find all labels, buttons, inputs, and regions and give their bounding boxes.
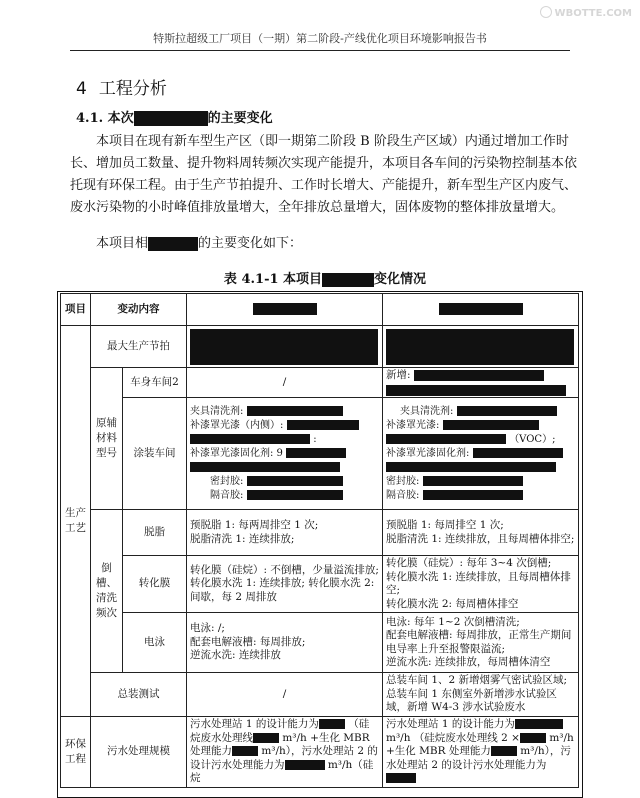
electrophoresis-after-1: 配套电解液槽: 每周排放，正常生产期间电导率上升至报警限溢流; bbox=[386, 629, 572, 655]
paint-after-0: 夹具清洗剂: bbox=[400, 405, 454, 417]
body-before: / bbox=[187, 368, 383, 398]
redaction-block bbox=[253, 303, 317, 315]
header-item: 项目 bbox=[61, 294, 91, 326]
redaction-block bbox=[190, 329, 378, 365]
redaction-block bbox=[386, 385, 566, 396]
table-caption bbox=[70, 268, 580, 287]
header-divider bbox=[70, 50, 570, 51]
subsection-heading bbox=[76, 107, 273, 126]
redaction-block bbox=[386, 773, 416, 783]
final-assembly-after-1: 总装车间 1 东侧室外新增涉水试验区域，新增 W4-3 涉水试验废水 bbox=[386, 687, 557, 714]
line bbox=[190, 447, 379, 461]
electrophoresis-before-2: 逆流水洗: 连续排放 bbox=[190, 649, 281, 662]
wastewater-after-4: m³/h），污水处理站 2 的设计污水处理能力为 bbox=[386, 745, 571, 771]
line bbox=[190, 475, 379, 489]
electrophoresis-before-1: 配套电解液槽: 每周排放; bbox=[190, 635, 306, 648]
wastewater-before bbox=[187, 717, 383, 788]
redaction-block bbox=[414, 370, 544, 381]
redaction-block bbox=[520, 733, 546, 743]
header-after bbox=[383, 294, 579, 326]
cell-redacted bbox=[383, 326, 579, 368]
row-paint-shop: 涂装车间 bbox=[123, 398, 187, 510]
electrophoresis-after-2: 逆流水洗: 连续排放，每周槽体清空 bbox=[386, 656, 551, 668]
redaction-block bbox=[423, 490, 523, 500]
final-assembly-before: / bbox=[187, 673, 383, 717]
header-content: 变动内容 bbox=[91, 294, 187, 326]
redaction-block bbox=[247, 406, 343, 416]
redaction-block bbox=[190, 434, 310, 444]
line bbox=[386, 419, 575, 433]
degreasing-before-0: 预脱脂 1: 每两周排空 1 次; bbox=[190, 519, 319, 531]
line bbox=[386, 489, 575, 503]
watermark-logo-icon bbox=[540, 6, 552, 18]
redaction-block bbox=[287, 420, 359, 430]
paint-after-3: 补漆罩光漆固化剂: bbox=[386, 447, 470, 459]
electrophoresis-before-0: 电泳: /; bbox=[190, 622, 225, 635]
redaction-block bbox=[286, 448, 346, 458]
paint-after-5: 密封胶: bbox=[386, 475, 420, 487]
line bbox=[386, 433, 575, 447]
paint-after-1: 补漆罩光漆: bbox=[386, 419, 440, 431]
wastewater-before-2: m³/h +生化 MBR 处理能力 bbox=[190, 731, 370, 757]
paint-before-3: 补漆罩光漆固化剂: 9 bbox=[190, 447, 283, 459]
conversion-before bbox=[187, 556, 383, 613]
line bbox=[190, 489, 379, 503]
redaction-block bbox=[443, 420, 539, 430]
redaction-block bbox=[134, 111, 208, 126]
line bbox=[190, 419, 379, 433]
electrophoresis-after-0: 电泳: 每年 1~2 次倒槽清洗; bbox=[386, 615, 520, 628]
redaction-block bbox=[285, 760, 325, 770]
section-number: 4 bbox=[76, 79, 87, 99]
paint-before-1: 补漆罩光漆（内侧）: bbox=[190, 419, 284, 431]
section-heading bbox=[76, 74, 167, 99]
redaction-block bbox=[423, 476, 523, 486]
redaction-block bbox=[491, 746, 517, 756]
redaction-block bbox=[253, 733, 279, 743]
para2-suffix: 的主要变化如下： bbox=[198, 236, 303, 251]
degreasing-after-1: 脱脂清洗 1: 连续排放，且每周槽体排空; bbox=[386, 532, 575, 545]
paint-before-0: 夹具清洗剂: bbox=[190, 405, 244, 417]
section-title: 工程分析 bbox=[98, 79, 167, 99]
degreasing-after bbox=[383, 510, 579, 556]
row-conversion-film: 转化膜 bbox=[123, 556, 187, 613]
paint-after bbox=[383, 398, 579, 510]
change-table bbox=[60, 293, 579, 788]
wastewater-after bbox=[383, 717, 579, 788]
row-degreasing: 脱脂 bbox=[123, 510, 187, 556]
final-assembly-after-0: 总装车间 1、2 新增烟雾气密试验区域; bbox=[386, 674, 568, 687]
body-paragraph-2 bbox=[70, 233, 580, 255]
row-body-shop: 车身车间2 bbox=[123, 368, 187, 398]
redaction-block bbox=[386, 434, 506, 444]
wastewater-after-3: m³/h +生化 MBR 处理能力 bbox=[386, 731, 574, 757]
header-before bbox=[187, 294, 383, 326]
wastewater-before-3: m³/h），污水处理站 2 的设计污水处理能力为 bbox=[190, 745, 378, 771]
conversion-after bbox=[383, 556, 579, 613]
line bbox=[190, 433, 379, 447]
paint-before-5: 密封胶: bbox=[210, 475, 244, 487]
redaction-block bbox=[473, 448, 563, 458]
row-group-environmental-engineering: 环保工程 bbox=[61, 717, 91, 788]
conversion-after-2: 转化膜水洗 2: 每周槽体排空 bbox=[386, 597, 519, 610]
running-header: 特斯拉超级工厂项目（一期）第二阶段-产线优化项目环境影响报告书 bbox=[153, 32, 487, 45]
final-assembly-after bbox=[383, 673, 579, 717]
para2-prefix: 本项目相 bbox=[96, 236, 149, 251]
paint-before-6: 隔音胶: bbox=[210, 489, 244, 501]
wastewater-before-0: 污水处理站 1 的设计能力为 bbox=[190, 718, 319, 730]
paint-before-2: : bbox=[313, 433, 317, 445]
redaction-block bbox=[439, 303, 523, 315]
caption-prefix: 表 4.1-1 本项目 bbox=[223, 272, 323, 287]
wastewater-before-4: m³/h（硅烷 bbox=[190, 758, 374, 784]
row-group-production-process: 生产工艺 bbox=[61, 326, 91, 717]
watermark: WBOTTE.COM bbox=[540, 6, 632, 19]
redaction-block bbox=[148, 237, 198, 251]
electrophoresis-after bbox=[383, 613, 579, 673]
redaction-block bbox=[232, 746, 258, 756]
body-paragraph: 本项目在现有新车型生产区（即一期第二阶段 B 阶段生产区域）内通过增加工作时长、增加员工数量、提升物料周转频次实现产能提升，本项目各车间的污染物控制基本依托现有环保工程。由于生产节拍提升、工作时长增大、产能提升，新车型生产区内废气、废水污染物的小时峰值排放量增大，全年排放总量增大，固体废物的整体排放量增大。 bbox=[70, 134, 578, 215]
redaction-block bbox=[386, 462, 556, 472]
body-after bbox=[383, 368, 579, 398]
degreasing-before bbox=[187, 510, 383, 556]
paint-after-2: （VOC）; bbox=[509, 433, 556, 445]
subsection-prefix: 4.1. 本次 bbox=[76, 111, 134, 126]
row-max-takt: 最大生产节拍 bbox=[91, 326, 187, 368]
body-after-text: 新增: bbox=[386, 369, 411, 382]
line bbox=[190, 461, 379, 475]
line bbox=[386, 447, 575, 461]
redaction-block bbox=[457, 406, 557, 416]
line bbox=[386, 405, 575, 419]
redaction-block bbox=[190, 462, 340, 472]
redaction-block bbox=[319, 719, 345, 729]
row-electrophoresis: 电泳 bbox=[123, 613, 187, 673]
line bbox=[386, 475, 575, 489]
row-group-materials: 原辅材料型号 bbox=[91, 368, 123, 510]
conversion-after-1: 转化膜水洗 1: 连续排放，且每周槽体排空; bbox=[386, 570, 571, 596]
conversion-after-0: 转化膜（硅烷）: 每年 3~4 次倒槽; bbox=[386, 557, 552, 569]
degreasing-before-1: 脱脂清洗 1: 连续排放; bbox=[190, 532, 295, 545]
line bbox=[386, 461, 575, 475]
wastewater-after-0: 污水处理站 1 的设计能力为 bbox=[386, 718, 515, 730]
wastewater-after-1: m³/h bbox=[386, 731, 411, 744]
paint-before bbox=[187, 398, 383, 510]
line bbox=[190, 405, 379, 419]
redaction-block bbox=[515, 719, 563, 729]
conversion-before-1: 转化膜水洗 1: 连续排放; 转化膜水洗 2: 间歇，每 2 周排放 bbox=[190, 577, 375, 603]
redaction-block bbox=[247, 476, 343, 486]
cell-redacted bbox=[187, 326, 383, 368]
row-final-assembly-test: 总装测试 bbox=[91, 673, 187, 717]
row-wastewater-scale: 污水处理规模 bbox=[91, 717, 187, 788]
degreasing-after-0: 预脱脂 1: 每周排空 1 次; bbox=[386, 519, 504, 531]
conversion-before-0: 转化膜（硅烷）: 不倒槽，少量溢流排放; bbox=[190, 563, 379, 576]
wastewater-after-2: （硅烷废水处理线 2 × bbox=[413, 731, 520, 744]
redaction-block bbox=[247, 490, 343, 500]
subsection-suffix: 的主要变化 bbox=[207, 111, 273, 126]
row-group-tank-frequency: 倒槽、清洗频次 bbox=[91, 510, 123, 673]
paint-after-6: 隔音胶: bbox=[386, 489, 420, 501]
wastewater-before-1: （硅烷废水处理线 bbox=[190, 718, 370, 744]
caption-suffix: 变化情况 bbox=[374, 272, 427, 287]
redaction-block bbox=[322, 273, 374, 287]
redaction-block bbox=[386, 329, 574, 365]
electrophoresis-before bbox=[187, 613, 383, 673]
